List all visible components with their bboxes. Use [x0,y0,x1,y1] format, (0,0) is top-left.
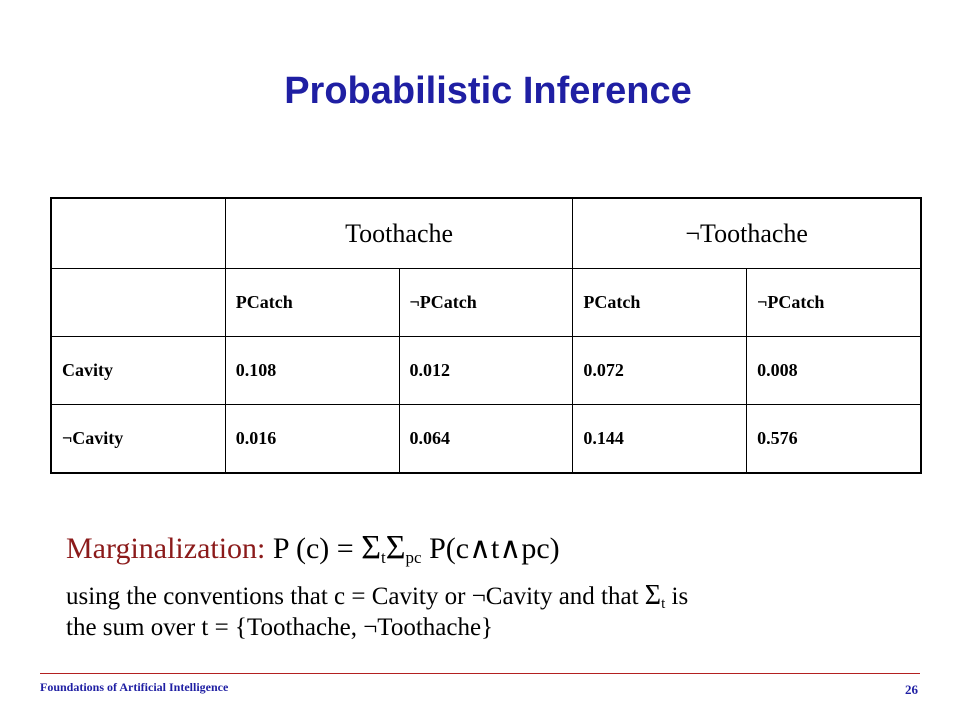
table-cell: 0.144 [573,405,747,474]
header-toothache: Toothache [225,198,573,269]
slide-title: Probabilistic Inference [284,70,692,112]
subheader-cell: ¬PCatch [399,269,573,337]
explanation-line-1 [66,580,688,613]
row-label: ¬Cavity [51,405,225,474]
subheader-corner-cell [51,269,225,337]
formula-rhs: P(c∧t∧pc) [429,532,560,565]
joint-probability-table [50,197,922,474]
table-row [51,405,921,474]
sigma-subscript-pc: pc [405,548,422,567]
table-cell: 0.576 [747,405,921,474]
table-row [51,337,921,405]
header-corner-cell [51,198,225,269]
sigma-symbol: Σ [385,529,406,566]
header-not-toothache: ¬Toothache [573,198,921,269]
subheader-cell: PCatch [225,269,399,337]
table-cell: 0.012 [399,337,573,405]
row-label: Cavity [51,337,225,405]
formula-label: Marginalization: [66,532,266,565]
subheader-cell: PCatch [573,269,747,337]
sigma-symbol: Σ [644,580,662,611]
subheader-cell: ¬PCatch [747,269,921,337]
table-cell: 0.108 [225,337,399,405]
sigma-subscript-t: t [381,548,386,567]
sigma-symbol: Σ [361,529,381,566]
table-cell: 0.008 [747,337,921,405]
course-name: Foundations of Artificial Intelligence [40,680,229,694]
formula-lhs: P (c) = [272,532,354,565]
explanation-text: is [671,583,689,610]
page-number: 26 [905,682,918,697]
explanation-line-2: the sum over t = {Toothache, ¬Toothache} [66,614,494,641]
marginalization-formula [66,529,560,568]
table-subheader-row [51,269,921,337]
table-cell: 0.016 [225,405,399,474]
table-header-row [51,198,921,269]
table-cell: 0.064 [399,405,573,474]
sigma-subscript: t [661,596,666,612]
explanation-text: using the conventions that c = Cavity or ¬Cavity and that [66,583,639,610]
footer-divider [40,673,920,674]
table-cell: 0.072 [573,337,747,405]
